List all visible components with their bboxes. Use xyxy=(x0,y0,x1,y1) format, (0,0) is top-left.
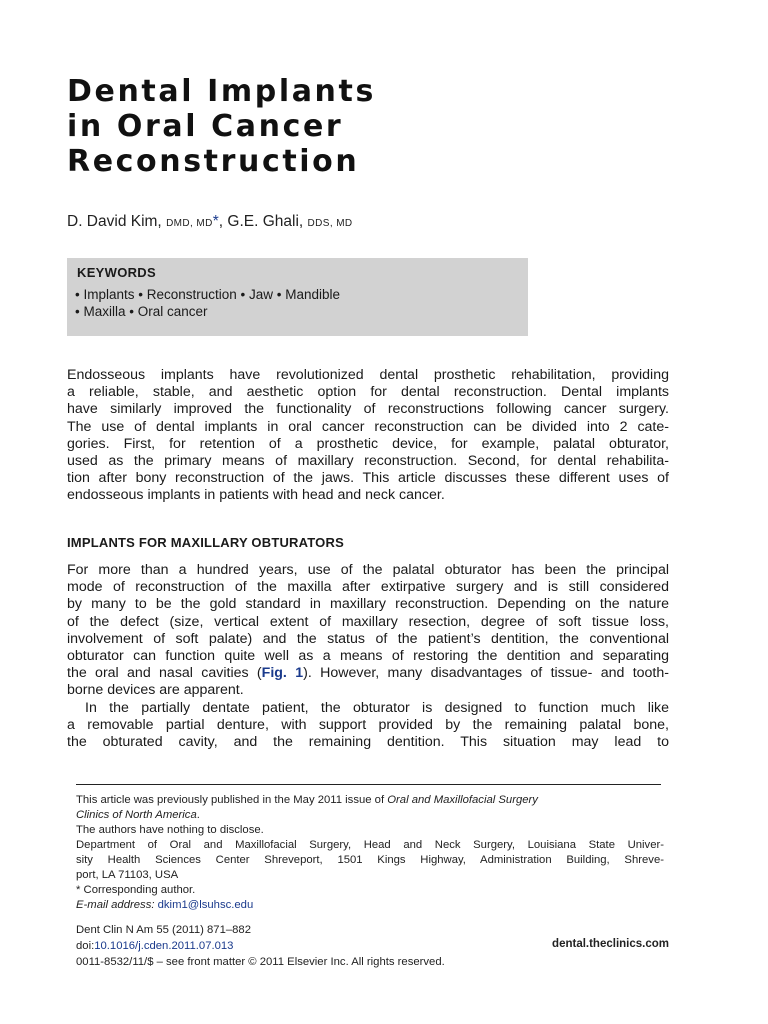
text-line: For more than a hundred years, use of the palatal obturator has been the principal xyxy=(67,562,669,578)
text-line: by many to be the gold standard in maxillary reconstruction. Depending on the nature xyxy=(67,596,669,613)
text-line: The use of dental implants in oral cancer reconstruction can be divided into 2 cate- xyxy=(67,418,669,435)
copyright-line: 0011-8532/11/$ – see front matter © 2011 Elsevier Inc. All rights reserved. xyxy=(76,956,445,968)
text-line: have similarly improved the functionality of reconstructions following cancer surgery. xyxy=(67,401,669,418)
keywords-line: • Maxilla • Oral cancer xyxy=(75,304,208,319)
affiliation-line: port, LA 71103, USA xyxy=(76,869,179,881)
text-line: obturator can function quite well as a means of restoring the dentition and separating xyxy=(67,647,669,664)
text-line: In the partially dentate patient, the obturator is designed to function much like xyxy=(85,699,669,716)
journal-name: Clinics of North America xyxy=(76,809,197,821)
text-span: . xyxy=(196,809,200,821)
journal-citation: Dent Clin N Am 55 (2011) 871–882 xyxy=(76,924,251,936)
text-line: mode of reconstruction of the maxilla after extirpative surgery and is still considered xyxy=(67,579,669,596)
footnote-line xyxy=(76,793,664,808)
disclosure-line: The authors have nothing to disclose. xyxy=(76,824,264,836)
footnote-block xyxy=(76,793,664,913)
author-name: , G.E. Ghali, xyxy=(218,213,304,230)
author-name: D. David Kim, xyxy=(67,213,162,230)
body-paragraph xyxy=(67,562,669,751)
section-heading: IMPLANTS FOR MAXILLARY OBTURATORS xyxy=(67,535,344,550)
journal-website[interactable]: dental.theclinics.com xyxy=(552,938,669,950)
text-line: involvement of soft palate) and the status of the patient’s dentition, the conventional xyxy=(67,630,669,647)
corresponding-note: * Corresponding author. xyxy=(76,884,196,896)
title-line: Dental Implants xyxy=(67,74,376,109)
keywords-line: • Implants • Reconstruction • Jaw • Mandible xyxy=(75,287,341,302)
email-label: E-mail address: xyxy=(76,899,155,911)
doi-line xyxy=(76,938,445,954)
text-span: This article was previously published in the May 2011 issue of xyxy=(76,794,388,806)
author-degrees: DMD, MD xyxy=(166,218,213,229)
author-line xyxy=(67,213,353,231)
title-line: Reconstruction xyxy=(67,144,360,179)
text-span: the oral and nasal cavities ( xyxy=(67,665,262,682)
text-line: tion after bony reconstruction of the jaws. This article discusses these different uses of xyxy=(67,470,669,487)
keywords-heading: KEYWORDS xyxy=(77,265,156,280)
corresponding-author-link[interactable]: * xyxy=(212,213,219,230)
footnote-line xyxy=(76,808,664,823)
text-line: used as the primary means of maxillary reconstruction. Second, for dental rehabilita- xyxy=(67,452,669,469)
keywords-box xyxy=(67,258,528,336)
text-span: ). However, many disadvantages of tissue- and tooth- xyxy=(303,665,669,682)
text-line: borne devices are apparent. xyxy=(67,682,244,699)
text-line: Endosseous implants have revolutionized dental prosthetic rehabilitation, providing xyxy=(67,367,669,383)
figure-reference-link[interactable]: Fig. 1 xyxy=(261,665,304,682)
journal-name: Oral and Maxillofacial Surgery xyxy=(387,794,538,806)
intro-paragraph xyxy=(67,367,669,505)
text-line: endosseous implants in patients with head and neck cancer. xyxy=(67,487,445,504)
affiliation-line: Department of Oral and Maxillofacial Surgery, Head and Neck Surgery, Louisiana State Univer- xyxy=(76,839,664,851)
title-line: in Oral Cancer xyxy=(67,109,344,144)
author-degrees: DDS, MD xyxy=(307,218,353,229)
doi-label: doi: xyxy=(76,940,95,952)
text-line xyxy=(67,665,669,682)
email-line xyxy=(76,898,664,913)
text-line: a reliable, stable, and aesthetic option for dental reconstruction. Dental implants xyxy=(67,384,669,401)
text-line: of the defect (size, vertical extent of maxillary resection, degree of soft tissue loss, xyxy=(67,613,669,630)
doi-link[interactable]: 10.1016/j.cden.2011.07.013 xyxy=(94,940,234,952)
citation-block xyxy=(76,922,445,970)
footnote-divider xyxy=(76,784,661,785)
article-title xyxy=(67,74,376,179)
affiliation-line: sity Health Sciences Center Shreveport, 1501 Kings Highway, Administration Building, Shreve- xyxy=(76,854,664,866)
text-line: the obturated cavity, and the remaining dentition. This situation may lead to xyxy=(67,733,669,750)
text-line: a removable partial denture, with support provided by the remaining palatal bone, xyxy=(67,716,669,733)
email-link[interactable]: dkim1@lsuhsc.edu xyxy=(157,899,254,911)
text-line: gories. First, for retention of a prosthetic device, for example, palatal obturator, xyxy=(67,435,669,452)
